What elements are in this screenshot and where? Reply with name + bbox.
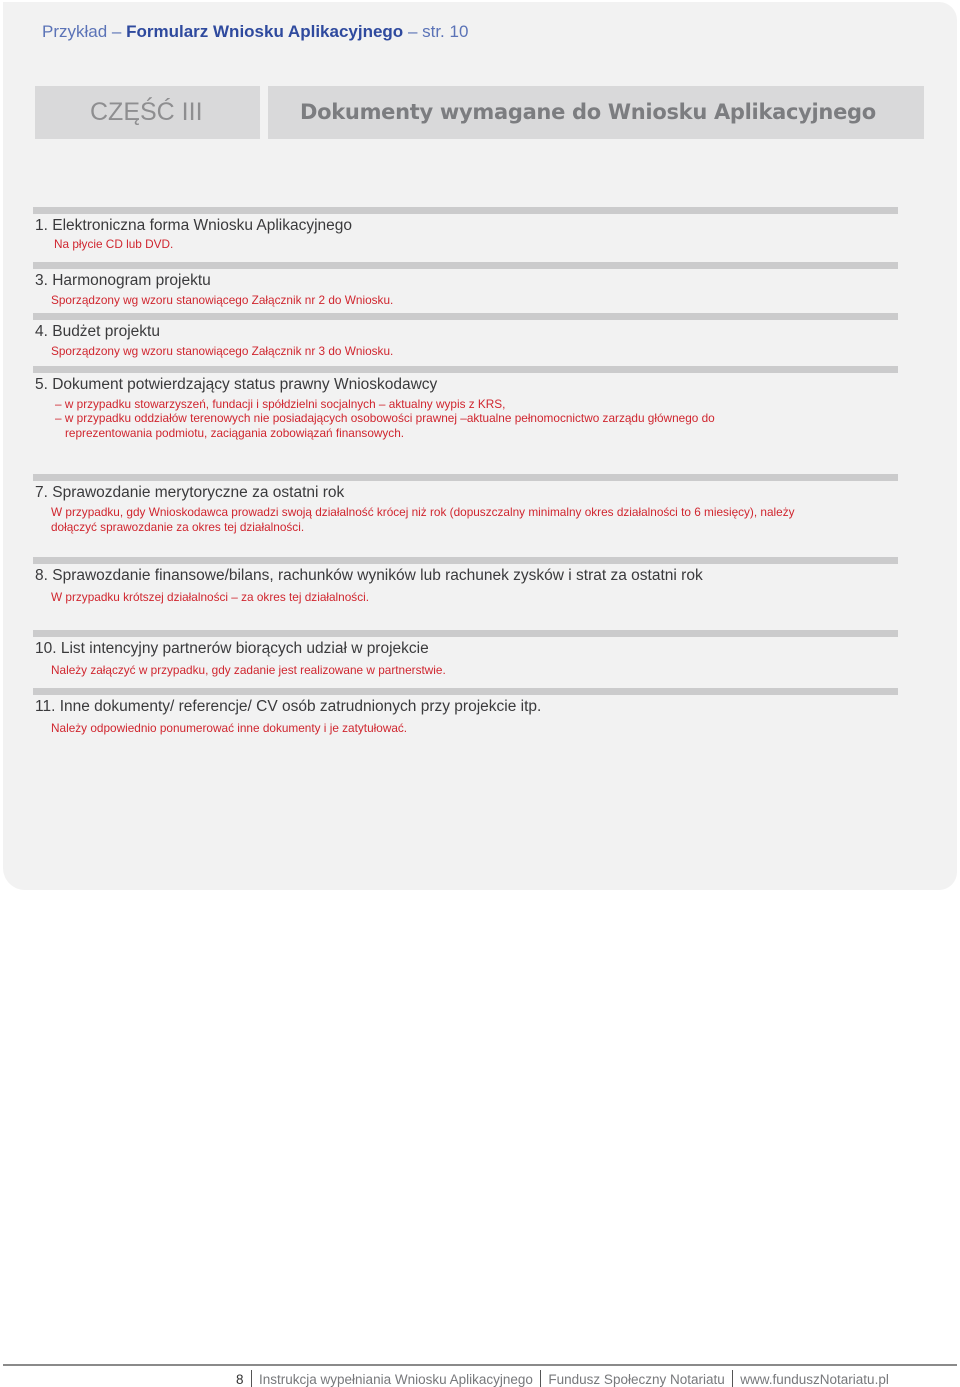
item-divider [33,207,898,214]
page-footer [236,1370,889,1387]
item-divider [33,262,898,269]
footer-separator [540,1370,542,1387]
header-prefix: Przykład – [42,22,122,41]
item-title: 3. Harmonogram projektu [35,272,211,289]
item-description: W przypadku, gdy Wnioskodawca prowadzi swoją działalność krócej niż rok (dopuszczalny minimalny okres działalności to 6 miesięcy), należy [51,505,795,519]
header-suffix: – str. 10 [407,22,469,41]
item-title: 11. Inne dokumenty/ referencje/ CV osób zatrudnionych przy projekcie itp. [35,698,542,715]
footer-url[interactable]: www.funduszNotariatu.pl [740,1372,889,1387]
item-description: Należy odpowiednio ponumerować inne dokumenty i je zatytułować. [51,721,408,735]
item-description: Na płycie CD lub DVD. [54,237,174,251]
footer-separator [251,1370,253,1387]
item-divider [33,313,898,320]
page-number: 8 [236,1372,244,1387]
item-divider [33,688,898,695]
item-description: dołączyć sprawozdanie za okres tej działalności. [51,520,305,534]
item-divider [33,366,898,373]
item-title: 4. Budżet projektu [35,323,160,340]
item-divider [33,630,898,637]
item-divider [33,474,898,481]
item-title: 10. List intencyjny partnerów biorących udział w projekcie [35,640,429,657]
bullet-item-continuation: reprezentowania podmiotu, zaciągania zobowiązań finansowych. [65,426,405,440]
footer-doc-title: Instrukcja wypełniania Wniosku Aplikacyjnego [259,1372,533,1387]
item-description: W przypadku krótszej działalności – za okres tej działalności. [51,590,369,604]
item-description: Sporządzony wg wzoru stanowiącego Załącznik nr 2 do Wniosku. [51,293,394,307]
item-description: Należy załączyć w przypadku, gdy zadanie jest realizowane w partnerstwie. [51,663,446,677]
bullet-item: – w przypadku oddziałów terenowych nie posiadających osobowości prawnej –aktualne pełnomocnictwo zarządu głównego do [55,411,715,425]
page-header [42,22,468,42]
item-title: 7. Sprawozdanie merytoryczne za ostatni rok [35,484,345,501]
item-title: 1. Elektroniczna forma Wniosku Aplikacyjnego [35,217,353,234]
section-title: Dokumenty wymagane do Wniosku Aplikacyjnego [268,86,924,139]
bullet-item: – w przypadku stowarzyszeń, fundacji i spółdzielni socjalnych – aktualny wypis z KRS, [55,397,506,411]
header-title: Formularz Wniosku Aplikacyjnego [126,22,404,41]
section-label: CZĘŚĆ III [35,86,260,139]
item-description: Sporządzony wg wzoru stanowiącego Załącznik nr 3 do Wniosku. [51,344,394,358]
footer-divider [3,1364,957,1366]
item-title: 5. Dokument potwierdzający status prawny Wnioskodawcy [35,376,438,393]
item-title: 8. Sprawozdanie finansowe/bilans, rachunków wyników lub rachunek zysków i strat za ostatni rok [35,567,703,584]
footer-org: Fundusz Społeczny Notariatu [548,1372,725,1387]
item-divider [33,557,898,564]
footer-separator [732,1370,734,1387]
